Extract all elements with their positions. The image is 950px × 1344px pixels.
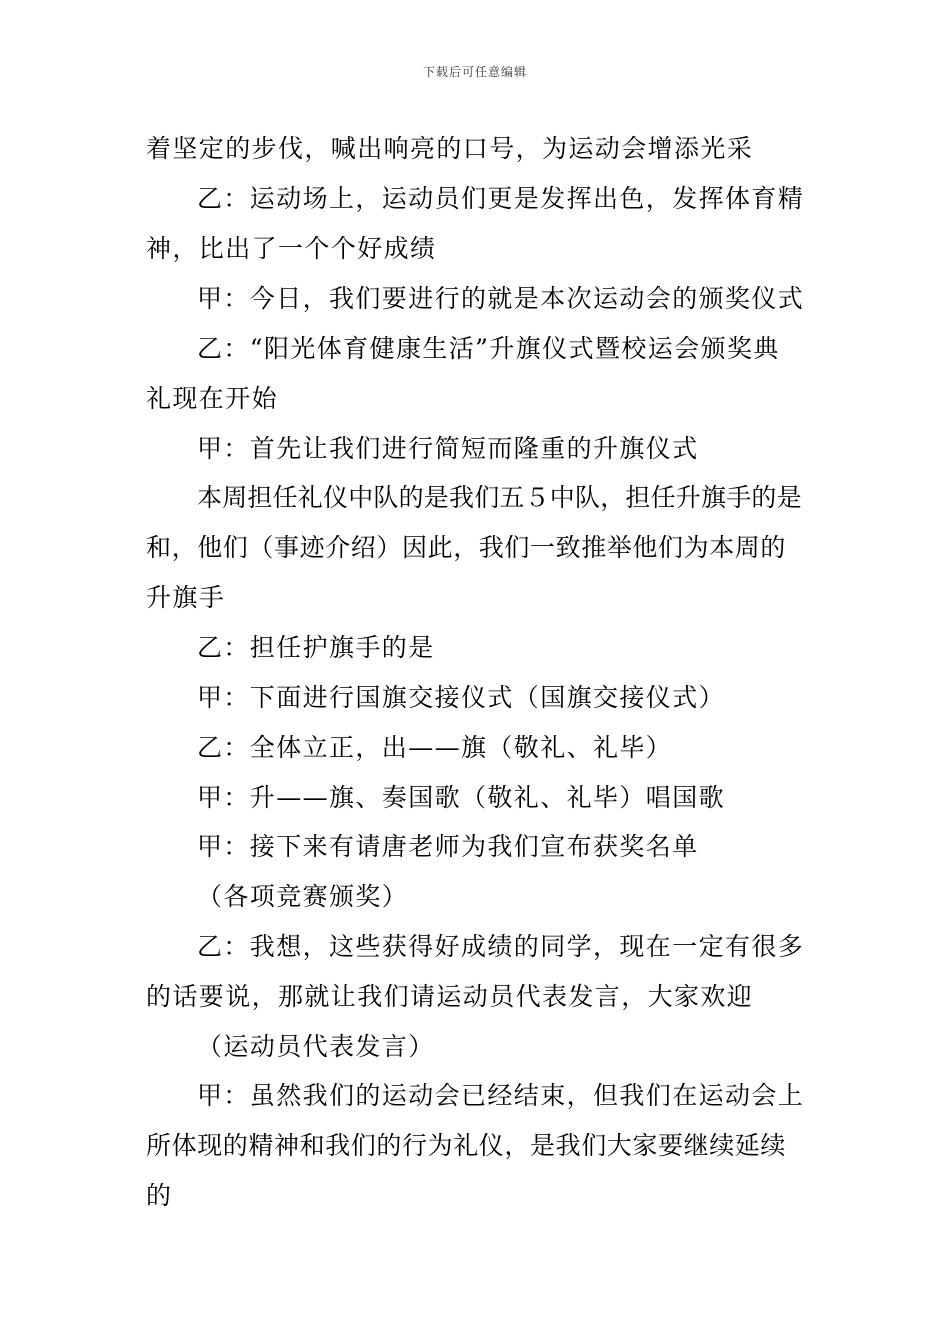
text-line: 的	[146, 1181, 173, 1210]
text-line: 乙：全体立正，出——旗（敬礼、礼毕）	[197, 733, 673, 762]
text-line: 乙：担任护旗手的是	[197, 633, 435, 662]
text-line: 乙：我想，这些获得好成绩的同学，现在一定有很多	[197, 932, 805, 961]
text-line: （运动员代表发言）	[197, 1032, 435, 1061]
text-line: 甲：今日，我们要进行的就是本次运动会的颁奖仪式	[197, 284, 805, 313]
text-line: 甲：升——旗、奏国歌（敬礼、礼毕）唱国歌	[197, 783, 726, 812]
text-line: 乙：运动场上，运动员们更是发挥出色，发挥体育精	[197, 184, 805, 213]
text-line: 的话要说，那就让我们请运动员代表发言，大家欢迎	[146, 982, 754, 1011]
text-line: 礼现在开始	[146, 384, 279, 413]
page-header: 下载后可任意编辑	[422, 65, 527, 79]
text-line: （各项竞赛颁奖）	[197, 882, 409, 911]
text-line: 神，比出了一个个好成绩	[146, 234, 437, 263]
text-line: 本周担任礼仪中队的是我们五５中队，担任升旗手的是	[197, 483, 802, 512]
text-line: 乙：“阳光体育健康生活”升旗仪式暨校运会颁奖典	[197, 334, 780, 363]
text-line: 着坚定的步伐，喊出响亮的口号，为运动会增添光采	[146, 134, 754, 163]
text-line: 甲：首先让我们进行简短而隆重的升旗仪式	[197, 434, 699, 463]
text-line: 甲：接下来有请唐老师为我们宣布获奖名单	[197, 832, 699, 861]
text-line: 和，他们（事迹介绍）因此，我们一致推举他们为本周的	[146, 533, 787, 562]
text-line: 升旗手	[146, 583, 226, 612]
text-line: 甲：虽然我们的运动会已经结束，但我们在运动会上	[197, 1081, 805, 1110]
text-line: 所体现的精神和我们的行为礼仪，是我们大家要继续延续	[146, 1131, 787, 1160]
text-line: 甲：下面进行国旗交接仪式（国旗交接仪式）	[197, 683, 726, 712]
